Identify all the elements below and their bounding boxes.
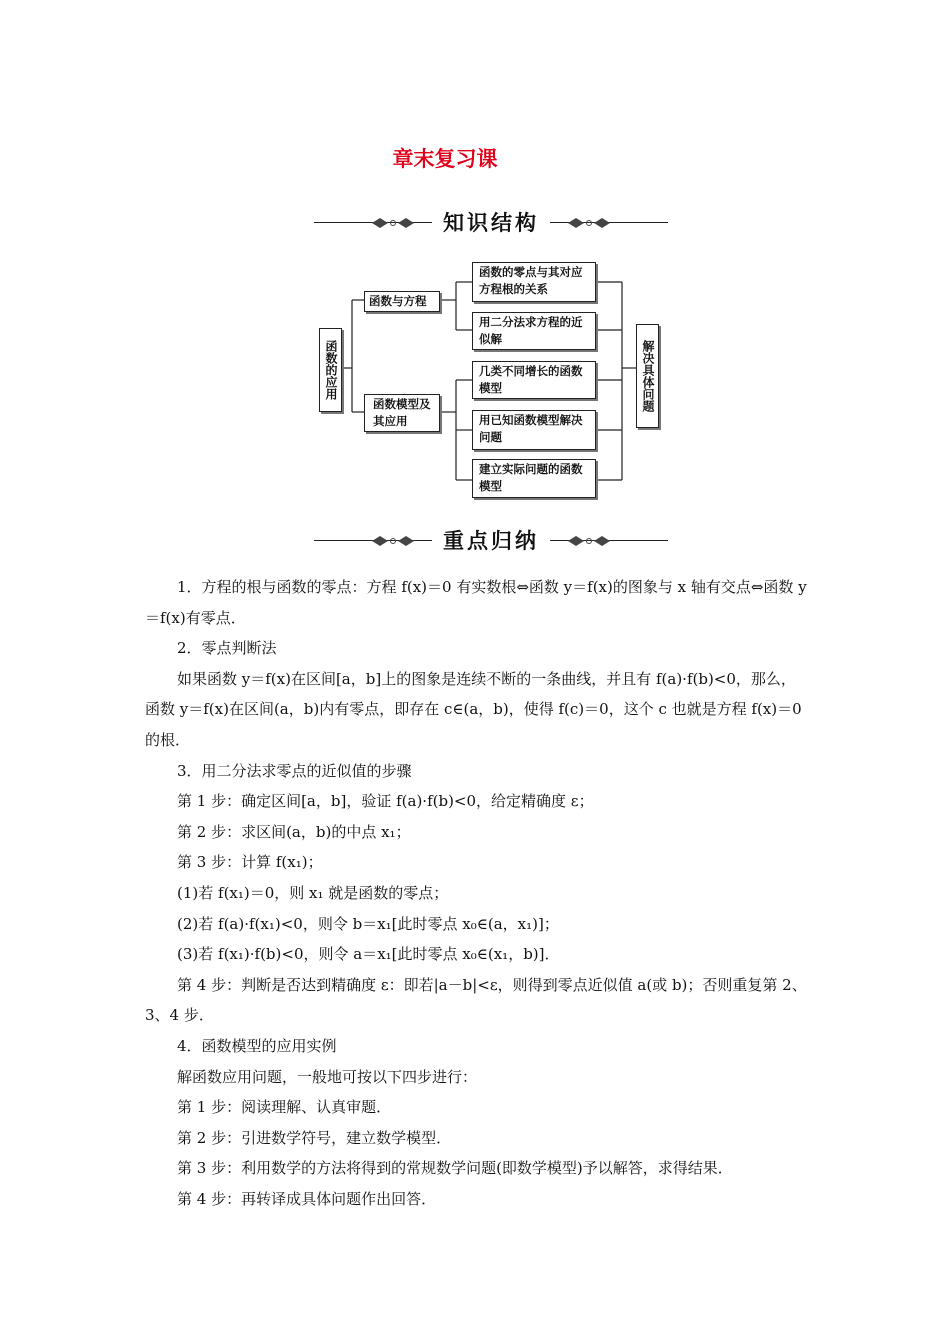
diagram-result-node: 解决具体问题 [636,324,659,428]
diagram-branch-node: 函数与方程 [364,291,440,312]
diagram-branch-node: 函数模型及其应用 [364,394,440,432]
diagram-leaf-node: 建立实际问题的函数模型 [472,459,596,498]
paragraph: (2)若 f(a)·f(x₁)<0，则令 b＝x₁[此时零点 x₀∈(a，x₁)]； [177,914,559,933]
paragraph: 解函数应用问题，一般地可按以下四步进行： [177,1067,478,1086]
paragraph: 第 1 步：确定区间[a，b]，验证 f(a)·f(b)<0，给定精确度 ε； [177,792,594,811]
paragraph: 第 3 步：计算 f(x₁)； [177,853,323,872]
paragraph: 第 3 步：利用数学的方法将得到的常规数学问题(即数学模型)予以解答，求得结果． [177,1159,733,1178]
paragraph: 2．零点判断法 [177,639,277,658]
diagram-leaf-node: 函数的零点与其对应方程根的关系 [472,262,596,302]
key-points-content [145,572,810,1214]
paragraph: (1)若 f(x₁)＝0，则 x₁ 就是函数的零点； [177,883,449,902]
knowledge-structure-diagram [316,258,661,500]
paragraph: 第 2 步：求区间(a，b)的中点 x₁； [177,822,411,841]
paragraph: 4．函数模型的应用实例 [177,1036,337,1055]
paragraph: 第 2 步：引进数学符号，建立数学模型． [177,1128,452,1147]
ornament-icon [370,534,416,548]
diagram-leaf-node: 用二分法求方程的近似解 [472,312,596,350]
diagram-root-node: 函数的应用 [319,328,342,412]
paragraph: 第 4 步：判断是否达到精确度 ε：即若|a－b|<ε，则得到零点近似值 a(或 b)；否则重复第 2、3、4 步． [145,975,807,1025]
section-title-knowledge: 知识结构 [443,211,539,235]
paragraph: 1．方程的根与函数的零点：方程 f(x)＝0 有实数根⇔函数 y＝f(x)的图象与 x 轴有交点⇔函数 y＝f(x)有零点． [145,578,807,627]
paragraph: (3)若 f(x₁)·f(b)<0，则令 a＝x₁[此时零点 x₀∈(x₁，b)]． [177,945,560,964]
ornament-icon [370,216,416,230]
paragraph: 3．用二分法求零点的近似值的步骤 [177,761,412,780]
section-banner-knowledge [314,206,668,240]
paragraph: 第 4 步：再转译成具体问题作出回答． [177,1189,437,1208]
section-banner-key-points [314,524,668,558]
paragraph: 如果函数 y＝f(x)在区间[a，b]上的图象是连续不断的一条曲线，并且有 f(a)·f(b)<0，那么，函数 y＝f(x)在区间(a，b)内有零点，即存在 c∈(a，b)，使得 f(c)＝0，这个 c 也就是方程 f(x)＝0 的根． [145,669,802,749]
page-title: 章末复习课 [392,147,498,171]
section-title-key-points: 重点归纳 [443,529,539,553]
diagram-leaf-node: 几类不同增长的函数模型 [472,361,596,399]
ornament-icon [566,534,612,548]
diagram-leaf-node: 用已知函数模型解决问题 [472,410,596,450]
paragraph: 第 1 步：阅读理解、认真审题． [177,1098,392,1117]
ornament-icon [566,216,612,230]
